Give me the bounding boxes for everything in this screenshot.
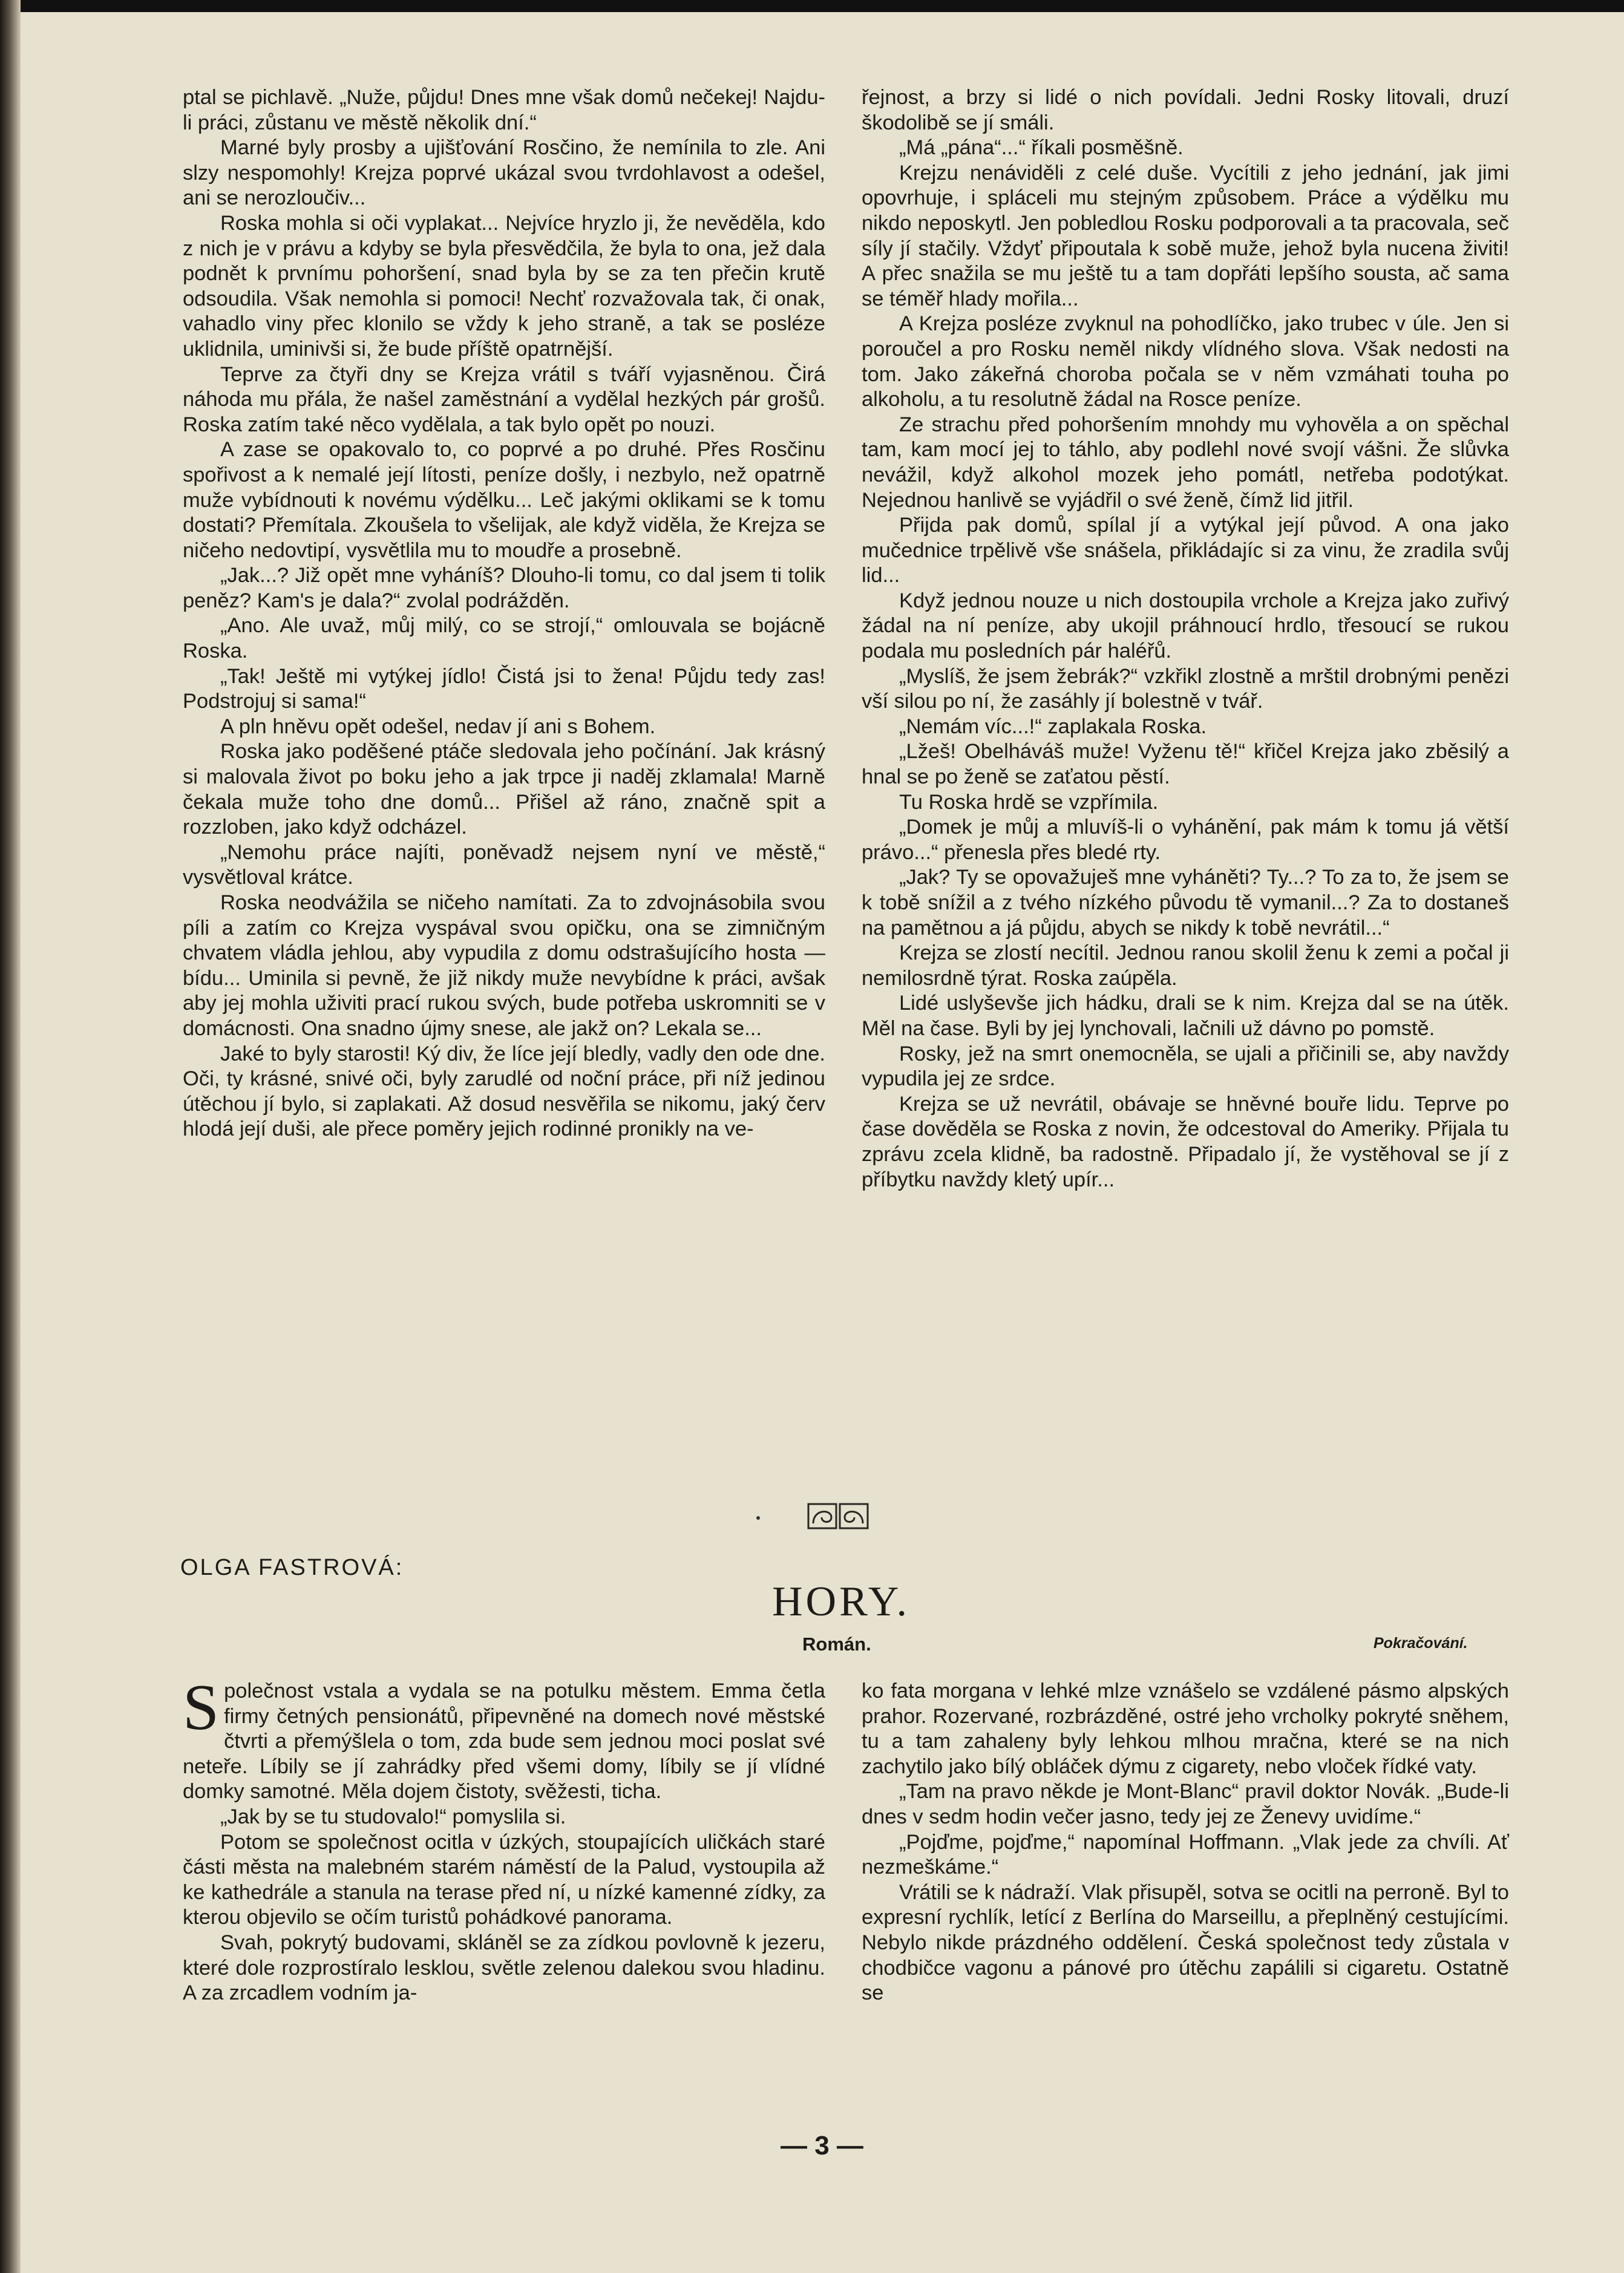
paragraph: Vrátili se k nádraží. Vlak přisupěl, sotva se ocitli na perroně. Byl to expresní rychlík, letící z Berlína do Marseillu, a přeplněný cestujícími. Nebylo nikde prázdného oddělení. Česká společnost tedy zůstala v chodbičce vagonu a pánové pro útěchu zapálili si cigaretu. Ostatně se — [862, 1880, 1509, 2005]
paragraph: Tu Roska hrdě se vzpřímila. — [899, 790, 1159, 814]
ornament-dot — [756, 1516, 760, 1520]
paragraph: Roska jako poděšené ptáče sledovala jeho počínání. Jak krásný si malovala život po boku jeho a jak trpce ji naděj zklamala! Marně čekala muže toho dne domů... Přišel až ráno, značně spit a rozzloben, jako když odcházel. — [183, 740, 825, 839]
paragraph: Krejza se zlostí necítil. Jednou ranou skolil ženu k zemi a počal ji nemilosrdně týrat. Roska zaúpěla. — [862, 941, 1509, 990]
paragraph: Jaké to byly starosti! Ký div, že líce její bledly, vadly den ode dne. Oči, ty krásné, snivé oči, byly zarudlé od noční práce, při níž jedinou útěchou jí bylo, si zaplakati. Až dosud nesvěřila se nikomu, jaký červ hlodá její duši, ale přece poměry jejich rodinné pronikly na ve- — [183, 1042, 825, 1141]
paragraph: Teprve za čtyři dny se Krejza vrátil s tváří vyjasněnou. Čirá náhoda mu přála, že našel zaměstnání a vydělal hezkých pár grošů. Roska zatím také něco vydělala, a tak bylo opět po nouzi. — [183, 362, 825, 436]
paragraph: Ze strachu před pohoršením mnohdy mu vyhověla a on spěchal tam, kam mocí jej to táhlo, aby podlehl nové svojí vášni. Že slůvka nevážil, když alkohol mozek jeho pomátl, netřeba podotýkat. Nejednou hanlivě se vyjádřil o své ženě, čímž lid jitřil. — [862, 413, 1509, 512]
paragraph: Lidé uslyševše jich hádku, drali se k nim. Krejza dal se na útěk. Měl na čase. Byli by jej lynchovali, lačnili už dávno po pomstě. — [862, 992, 1509, 1040]
paragraph: Krejza se už nevrátil, obávaje se hněvné bouře lidu. Teprve po čase dověděla se Roska z novin, že odcestoval do Ameriky. Přijala tu zprávu zcela klidně, ba radostně. Připadalo jí, že vystěhoval se jí z příbytku navždy kletý upír... — [862, 1092, 1509, 1191]
paragraph: Roska mohla si oči vyplakat... Nejvíce hryzlo ji, že nevěděla, kdo z nich je v právu a kdyby se byla přesvědčila, že byla to ona, jež dala podnět k prvnímu pohoršení, snad byla by se za ten přečin krutě odsoudila. Však nemohla si pomoci! Nechť rozvažovala tak, či onak, vahadlo viny přec klonilo se vždy k jeho straně, a tak se posléze uklidnila, uminivši si, že bude příště opatrnější. — [183, 211, 825, 361]
first-paragraph-text: polečnost vstala a vydala se na potulku městem. Emma četla firmy četných pensionátů, připevněné na domech nové městské čtvrti a přemýšlela o tom, zda bude sem jednou moci poslat své neteře. Líbily se jí zahrádky před všemi domy, líbily se jí vlídné domky samotné. Měla dojem čistoty, svěžesti, ticha. — [183, 1679, 825, 1804]
paragraph: ko fata morgana v lehké mlze vznášelo se vzdálené pásmo alpských prahor. Rozervané, rozbrázděné, ostré jeho vrcholky pokryté sněhem, tu a tam zahaleny byly lehkou mlhou mračna, které se na nich zachytilo jako bílý obláček dýmu z cigarety, nebo vloček řídké vaty. — [862, 1679, 1509, 1778]
paragraph: „Jak by se tu studovalo!“ pomyslila si. — [220, 1805, 566, 1828]
paragraph: A Krejza posléze zvyknul na pohodlíčko, jako trubec v úle. Jen si poroučel a pro Rosku neměl nikdy vlídného slova. Však nedosti na tom. Jako zákeřná choroba počala se v něm vzmáhati touha po alkoholu, a tu resolutně žádal na Rosce peníze. — [862, 312, 1509, 411]
article-title: HORY. — [772, 1578, 910, 1625]
decorative-ornament-icon — [805, 1499, 871, 1533]
paragraph: A zase se opakovalo to, co poprvé a po druhé. Přes Rosčinu spořivost a k nemalé její lítosti, peníze došly, i nezbylo, než opatrně muže vybídnouti k novému výdělku... Leč jakými oklikami se k tomu dostati? Přemítala. Zkoušela to všelijak, ale když viděla, že Krejza se ničeho nedovtipí, vysvětlila mu to moudře a prosebně. — [183, 438, 825, 562]
paragraph: „Domek je můj a mluvíš-li o vyhánění, pak mám k tomu já větší právo...“ přenesla přes bledé rty. — [862, 816, 1509, 864]
paragraph: „Má „pána“...“ říkali posměšně. — [899, 136, 1184, 160]
paragraph: „Nemohu práce najíti, poněvadž nejsem nyní ve městě,“ vysvětloval krátce. — [183, 840, 825, 889]
drop-cap: S — [183, 1672, 220, 1744]
page-number: — 3 — — [781, 2131, 863, 2160]
paragraph: „Lžeš! Obelháváš muže! Vyženu tě!“ křičel Krejza jako zběsilý a hnal se po ženě se zaťatou pěstí. — [862, 740, 1509, 789]
paragraph: Svah, pokrytý budovami, skláněl se za zídkou povlovně k jezeru, které dole rozprostíralo lesklou, světle zelenou dalekou svou hladinu. A za zrcadlem vodním ja- — [183, 1931, 825, 2005]
paragraph: „Jak...? Již opět mne vyháníš? Dlouho-li tomu, co dal jsem ti tolik peněz? Kam's je dala?“ zvolal podrážděn. — [183, 564, 825, 612]
paragraph: „Nemám víc...!“ zaplakala Roska. — [899, 715, 1207, 738]
paragraph: „Ano. Ale uvaž, můj milý, co se strojí,“ omlouvala se bojácně Roska. — [183, 614, 825, 663]
paragraph: Potom se společnost ocitla v úzkých, stoupajících uličkách staré části města na malebném starém náměstí de la Palud, vystoupila až ke kathedrále a stanula na terase před ní, u nízké kamenné zídky, za kterou objevilo se očím turistů pohádkové panorama. — [183, 1830, 825, 1929]
paragraph: „Tam na pravo někde je Mont-Blanc“ pravil doktor Novák. „Bude-li dnes v sedm hodin večer jasno, tedy jej ze Ženevy uvidíme.“ — [862, 1780, 1509, 1828]
paragraph: Krejzu nenáviděli z celé duše. Vycítili z jeho jednání, jak jimi opovrhuje, i spláceli mu stejným způsobem. Práce a výdělku mu nikdo neposkytl. Jen pobledlou Rosku podporovali a ta pracovala, seč síly jí stačily. Vždyť připoutala k sobě muže, jehož byla nucena živiti! A přec snažila se mu ještě tu a tam dopřáti lepšího sousta, ač sama se téměř hlady mořila... — [862, 161, 1509, 310]
continuation-note: Pokračování. — [1374, 1635, 1468, 1652]
new-article-column-1 — [183, 1672, 825, 2006]
book-spine-shadow — [0, 0, 21, 2273]
paragraph: Marné byly prosby a ujišťování Rosčino, že nemínila to zle. Ani slzy nespomohly! Krejza poprvé ukázal svou tvrdohlavost a odešel, ani se nerozloučiv... — [183, 136, 825, 210]
paragraph: A pln hněvu opět odešel, nedav jí ani s Bohem. — [220, 715, 656, 738]
paragraph: Roska neodvážila se ničeho namítati. Za to zdvojnásobila svou píli a zatím co Krejza vyspával svou opičku, ona se zimničným chvatem vládla jehlou, aby vypudila z domu odstrašujícího hosta — bídu... Uminila si pevně, že již nikdy muže nevybídne k práci, avšak aby jej mohla uživiti prací rukou svých, bude potřeba uskromniti se v domácnosti. Ona snadno újmy snese, ale jakž on? Lekala se... — [183, 891, 825, 1040]
page-top-edge — [0, 0, 1624, 12]
paragraph: Když jednou nouze u nich dostoupila vrchole a Krejza jako zuřivý žádal na ní peníze, aby ukojil práhnoucí hrdlo, třesoucí se rukou podala mu posledních pár haléřů. — [862, 589, 1509, 663]
paragraph: Rosky, jež na smrt onemocněla, se ujali a přičinili se, aby navždy vypudila jej ze srdce. — [862, 1042, 1509, 1091]
paragraph: „Pojďme, pojďme,“ napomínal Hoffmann. „Vlak jede za chvíli. Ať nezmeškáme.“ — [862, 1830, 1509, 1879]
left-article-column-2 — [862, 85, 1509, 1192]
article-author: OLGA FASTROVÁ: — [180, 1555, 404, 1580]
first-paragraph — [183, 1672, 825, 1805]
paragraph: ptal se pichlavě. „Nuže, půjdu! Dnes mne však domů nečekej! Najdu-li práci, zůstanu ve městě několik dní.“ — [183, 86, 825, 134]
new-article-column-2 — [862, 1679, 1509, 2006]
article-subtitle: Román. — [802, 1634, 871, 1655]
paragraph: „Myslíš, že jsem žebrák?“ vzkřikl zlostně a mrštil drobnými penězi vší silou po ní, že zasáhly jí bolestně v tvář. — [862, 664, 1509, 713]
paragraph: řejnost, a brzy si lidé o nich povídali. Jedni Rosky litovali, druzí škodolibě se jí smáli. — [862, 86, 1509, 134]
paragraph: Přijda pak domů, spílal jí a vytýkal její původ. A ona jako mučednice trpělivě vše snášela, přikládajíc si za vinu, že zradila svůj lid... — [862, 514, 1509, 587]
left-article-column-1 — [183, 85, 825, 1142]
paragraph: „Jak? Ty se opovažuješ mne vyháněti? Ty...? To za to, že jsem se k tobě snížil a z tvého nízkého původu tě vymanil...? Za to dostaneš na pamětnou a já půjdu, abych se nikdy k tobě nevrátil...“ — [862, 866, 1509, 940]
paragraph: „Tak! Ještě mi vytýkej jídlo! Čistá jsi to žena! Půjdu tedy zas! Podstrojuj si sama!“ — [183, 664, 825, 713]
